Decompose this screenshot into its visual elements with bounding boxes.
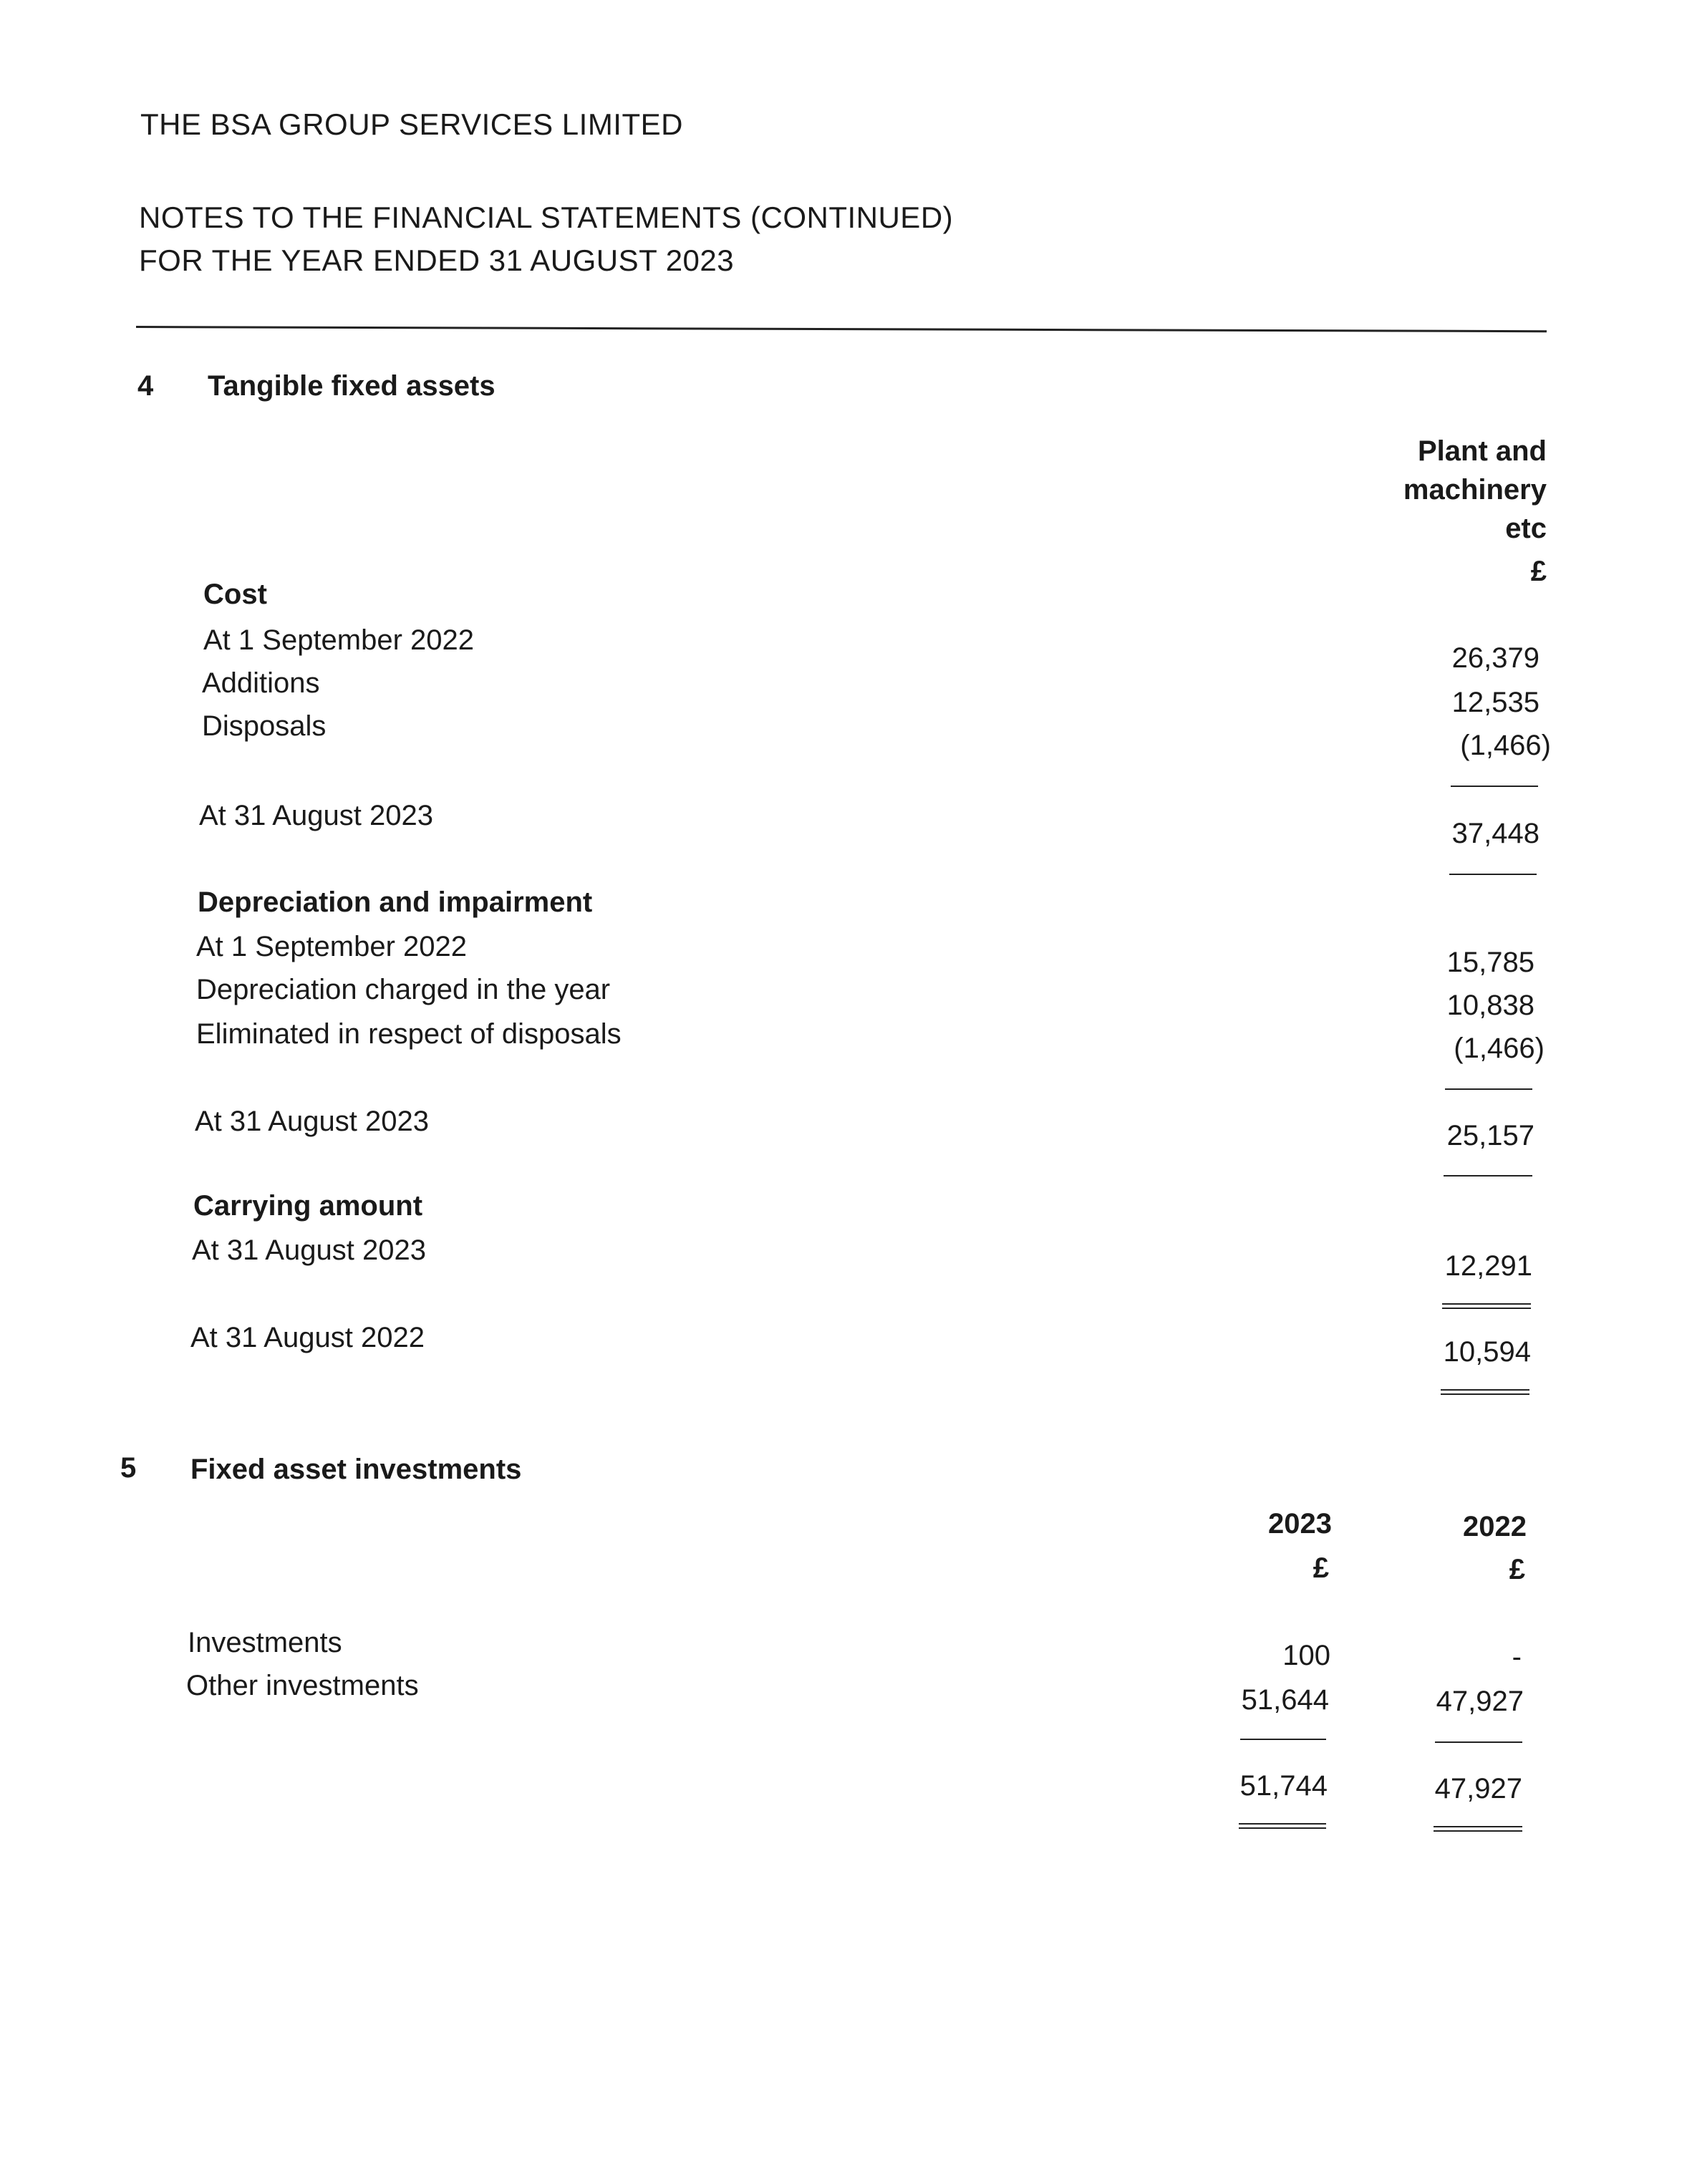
cost-total-value: 37,448 (1451, 818, 1539, 849)
investment-double-rule-2022 (1434, 1826, 1522, 1832)
cost-row-value: 26,379 (1451, 642, 1539, 674)
cost-subtotal-rule (1451, 786, 1538, 787)
note4-col-currency: £ (1530, 556, 1547, 587)
depreciation-total-label: At 31 August 2023 (195, 1106, 429, 1137)
investment-total-2022: 47,927 (1434, 1773, 1522, 1804)
depreciation-row-label: Depreciation charged in the year (196, 974, 611, 1005)
depreciation-subtotal-rule (1445, 1088, 1532, 1090)
cost-row-label: At 1 September 2022 (203, 624, 475, 656)
depreciation-row-label: Eliminated in respect of disposals (196, 1018, 622, 1050)
carrying-row-label: At 31 August 2023 (192, 1234, 426, 1266)
header-rule (136, 326, 1547, 332)
note4-col-header-line1: Plant and (1417, 435, 1547, 467)
depreciation-row-value: 15,785 (1446, 947, 1534, 978)
investment-row-label: Other investments (186, 1670, 419, 1701)
investment-row-value-2023: 51,644 (1241, 1684, 1329, 1716)
note4-col-header-line2: machinery (1403, 474, 1547, 506)
investment-row-value-2022: 47,927 (1436, 1686, 1524, 1717)
carrying-double-rule (1442, 1303, 1531, 1309)
note5-title: Fixed asset investments (190, 1454, 522, 1485)
cost-total-label: At 31 August 2023 (199, 800, 433, 831)
depreciation-row-value: 10,838 (1446, 990, 1534, 1021)
depreciation-heading: Depreciation and impairment (198, 886, 593, 918)
carrying-row-value: 10,594 (1443, 1336, 1531, 1368)
year-title: FOR THE YEAR ENDED 31 AUGUST 2023 (139, 243, 735, 277)
note5-col-year: 2023 (1268, 1508, 1332, 1540)
note4-col-header-line3: etc (1505, 513, 1547, 544)
cost-row-label: Additions (202, 667, 320, 699)
cost-row-label: Disposals (202, 710, 327, 742)
carrying-double-rule (1441, 1389, 1529, 1395)
carrying-row-label: At 31 August 2022 (190, 1322, 425, 1353)
depreciation-row-value: (1,466) (1454, 1033, 1545, 1064)
investment-row-value-2022: - (1512, 1641, 1522, 1673)
depreciation-total-value: 25,157 (1446, 1120, 1534, 1151)
notes-title: NOTES TO THE FINANCIAL STATEMENTS (CONTINUED) (139, 200, 954, 234)
note5-number: 5 (120, 1452, 137, 1484)
carrying-row-value: 12,291 (1444, 1250, 1532, 1282)
note4-title: Tangible fixed assets (208, 370, 496, 402)
note4-number: 4 (137, 370, 154, 402)
investment-row-value-2023: 100 (1282, 1640, 1330, 1671)
note5-col-year: 2022 (1463, 1511, 1527, 1542)
note5-col-currency: £ (1313, 1552, 1329, 1584)
cost-row-value: 12,535 (1451, 687, 1539, 718)
cost-total-rule (1449, 874, 1537, 875)
investment-row-label: Investments (188, 1627, 342, 1658)
investment-double-rule-2023 (1239, 1823, 1326, 1829)
cost-heading: Cost (203, 579, 267, 610)
depreciation-total-rule (1444, 1175, 1532, 1176)
investment-subtotal-rule-2022 (1435, 1741, 1522, 1743)
investment-total-2023: 51,744 (1239, 1770, 1328, 1802)
carrying-heading: Carrying amount (193, 1190, 423, 1222)
cost-row-value: (1,466) (1460, 730, 1551, 761)
company-name: THE BSA GROUP SERVICES LIMITED (140, 107, 683, 141)
depreciation-row-label: At 1 September 2022 (196, 931, 468, 962)
investment-subtotal-rule-2023 (1240, 1739, 1326, 1740)
note5-col-currency: £ (1509, 1554, 1525, 1585)
